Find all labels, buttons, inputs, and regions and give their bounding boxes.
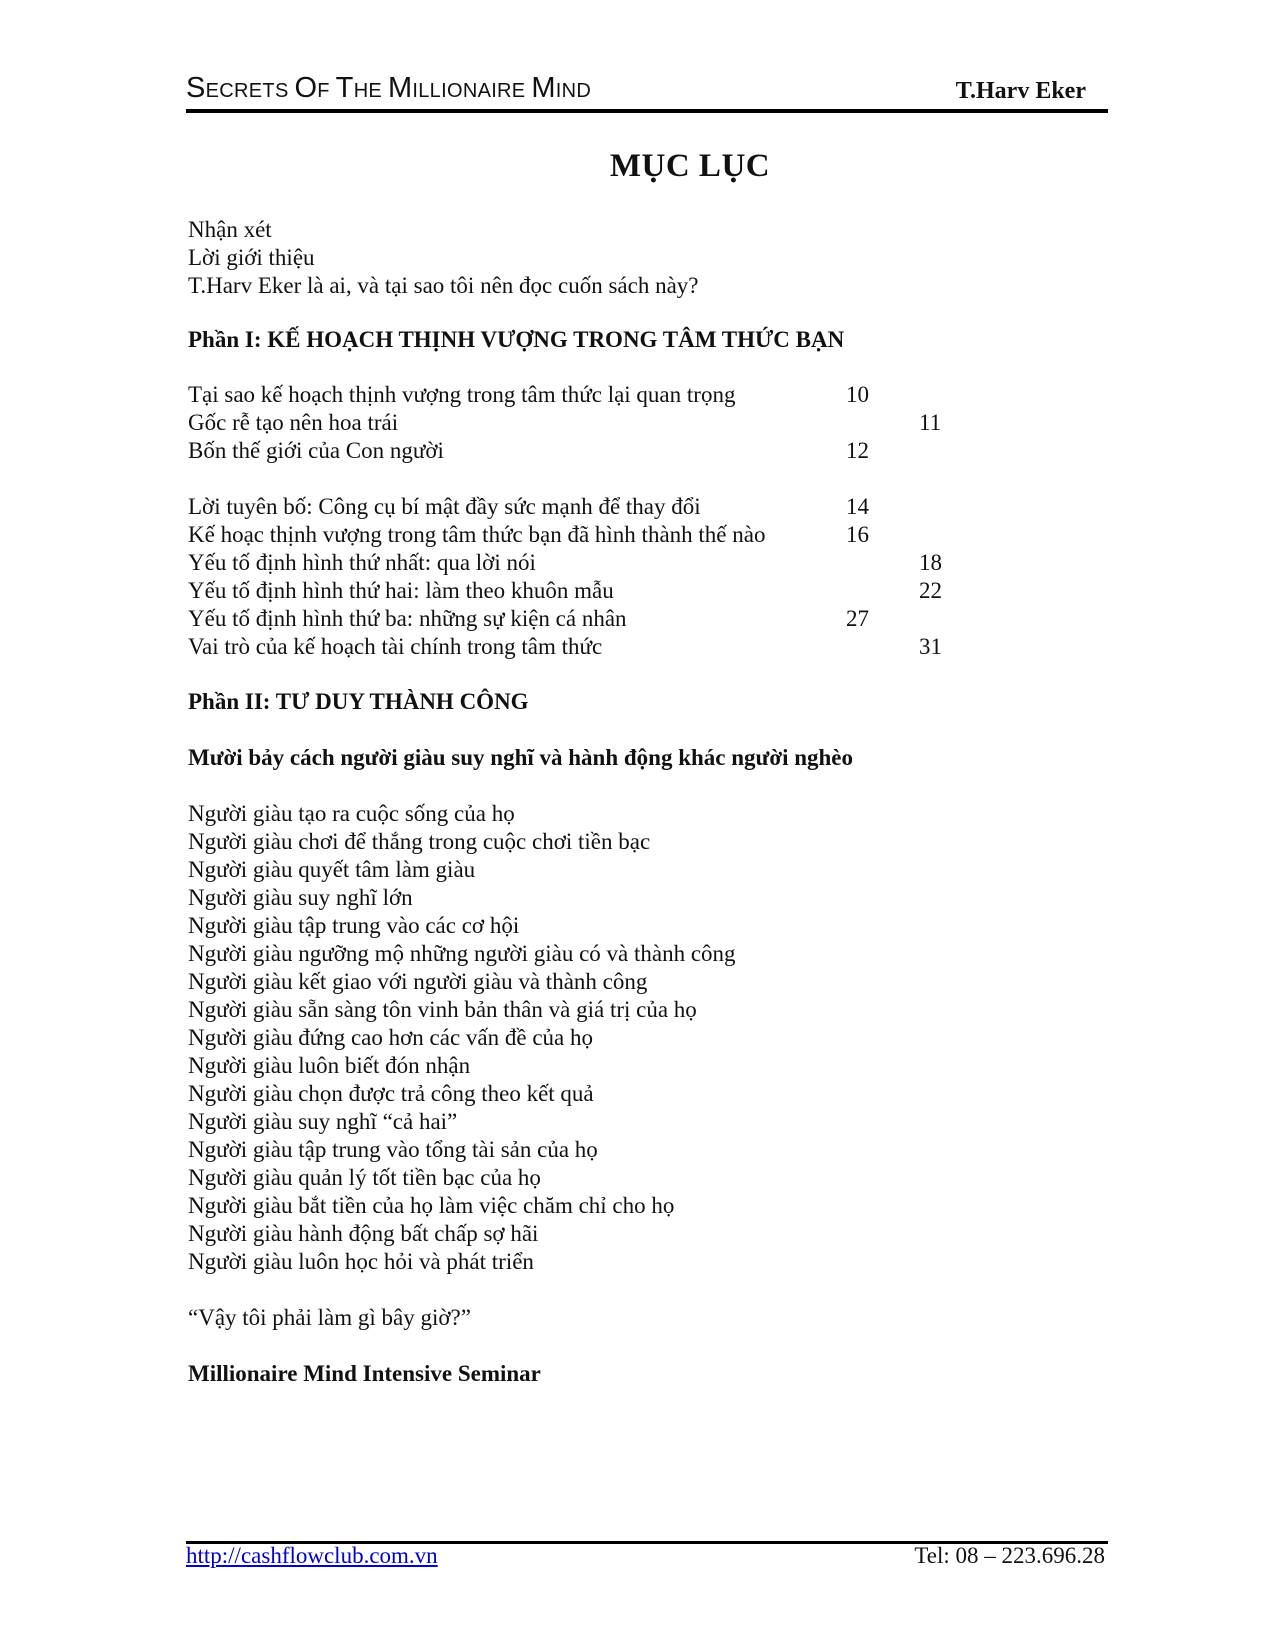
- intro-item: T.Harv Eker là ai, và tại sao tôi nên đọc cuốn sách này?: [188, 273, 699, 298]
- list-item: Người giàu đứng cao hơn các vấn đề của họ: [188, 1025, 593, 1050]
- list-item: Người giàu quản lý tốt tiền bạc của họ: [188, 1165, 541, 1190]
- list-item: Người giàu chọn được trả công theo kết quả: [188, 1081, 594, 1106]
- part2-subheading: Mười bảy cách người giàu suy nghĩ và hành động khác người nghèo: [188, 745, 854, 770]
- book-author: T.Harv Eker: [955, 78, 1086, 104]
- list-item: Người giàu tập trung vào tổng tài sản của họ: [188, 1137, 598, 1162]
- list-item: Người giàu quyết tâm làm giàu: [188, 857, 476, 882]
- list-item: Người giàu chơi để thắng trong cuộc chơi tiền bạc: [188, 829, 651, 854]
- title-part: M: [387, 72, 413, 104]
- toc-entry-page: 10: [846, 382, 869, 407]
- toc-entry-label: Yếu tố định hình thứ ba: những sự kiện cá nhân: [188, 606, 627, 631]
- toc-entry-label: Kế hoạc thịnh vượng trong tâm thức bạn đã hình thành thế nào: [188, 522, 766, 547]
- toc-entry-page: 27: [846, 606, 869, 631]
- toc-entry-label: Tại sao kế hoạch thịnh vượng trong tâm thức lại quan trọng: [188, 382, 736, 407]
- title-part: S: [186, 72, 206, 104]
- toc-entry-label: Bốn thế giới của Con người: [188, 438, 444, 463]
- seminar-heading: Millionaire Mind Intensive Seminar: [188, 1361, 541, 1386]
- list-item: Người giàu tập trung vào các cơ hội: [188, 913, 520, 938]
- toc-entry-label: Gốc rễ tạo nên hoa trái: [188, 410, 399, 435]
- title-part: ILLIONAIRE: [412, 80, 532, 102]
- toc-entry-label: Vai trò của kế hoạch tài chính trong tâm thức: [188, 634, 603, 659]
- header-divider: [186, 109, 1108, 113]
- toc-entry-page: 18: [919, 550, 942, 575]
- book-title: [186, 72, 591, 105]
- toc-entry-page: 11: [919, 410, 942, 435]
- list-item: Người giàu kết giao với người giàu và thành công: [188, 969, 648, 994]
- list-item: Người giàu luôn biết đón nhận: [188, 1053, 471, 1078]
- toc-entry-page: 31: [919, 634, 942, 659]
- title-part: HE: [353, 80, 388, 102]
- toc-entry-page: 12: [846, 438, 869, 463]
- telephone-number: Tel: 08 – 223.696.28: [914, 1543, 1105, 1568]
- title-part: F: [317, 80, 336, 102]
- intro-item: Lời giới thiệu: [188, 245, 315, 270]
- list-item: Người giàu ngưỡng mộ những người giàu có và thành công: [188, 941, 736, 966]
- list-item: Người giàu tạo ra cuộc sống của họ: [188, 801, 515, 826]
- title-part: T: [335, 72, 354, 104]
- toc-entry-label: Yếu tố định hình thứ hai: làm theo khuôn mẫu: [188, 578, 614, 603]
- toc-entry-label: Lời tuyên bố: Công cụ bí mật đầy sức mạnh để thay đổi: [188, 494, 701, 519]
- page-title: MỤC LỤC: [609, 148, 771, 184]
- list-item: Người giàu bắt tiền của họ làm việc chăm chỉ cho họ: [188, 1193, 675, 1218]
- part2-heading: Phần II: TƯ DUY THÀNH CÔNG: [188, 689, 529, 714]
- toc-entry-page: 16: [846, 522, 869, 547]
- title-part: ECRETS: [205, 80, 295, 102]
- title-part: M: [531, 72, 556, 104]
- list-item: Người giàu hành động bất chấp sợ hãi: [188, 1221, 539, 1246]
- list-item: Người giàu luôn học hỏi và phát triển: [188, 1249, 534, 1274]
- toc-entry-page: 22: [919, 578, 942, 603]
- title-part: O: [294, 72, 318, 104]
- closing-question: “Vậy tôi phải làm gì bây giờ?”: [188, 1305, 471, 1330]
- page-header: [186, 70, 1108, 114]
- intro-item: Nhận xét: [188, 217, 272, 242]
- website-link[interactable]: http://cashflowclub.com.vn: [186, 1543, 438, 1568]
- list-item: Người giàu sẵn sàng tôn vinh bản thân và giá trị của họ: [188, 997, 697, 1022]
- part1-heading: Phần I: KẾ HOẠCH THỊNH VƯỢNG TRONG TÂM THỨC BẠN: [188, 327, 845, 352]
- list-item: Người giàu suy nghĩ “cả hai”: [188, 1109, 458, 1134]
- title-part: IND: [555, 80, 592, 102]
- list-item: Người giàu suy nghĩ lớn: [188, 885, 413, 910]
- toc-entry-label: Yếu tố định hình thứ nhất: qua lời nói: [188, 550, 536, 575]
- toc-entry-page: 14: [846, 494, 869, 519]
